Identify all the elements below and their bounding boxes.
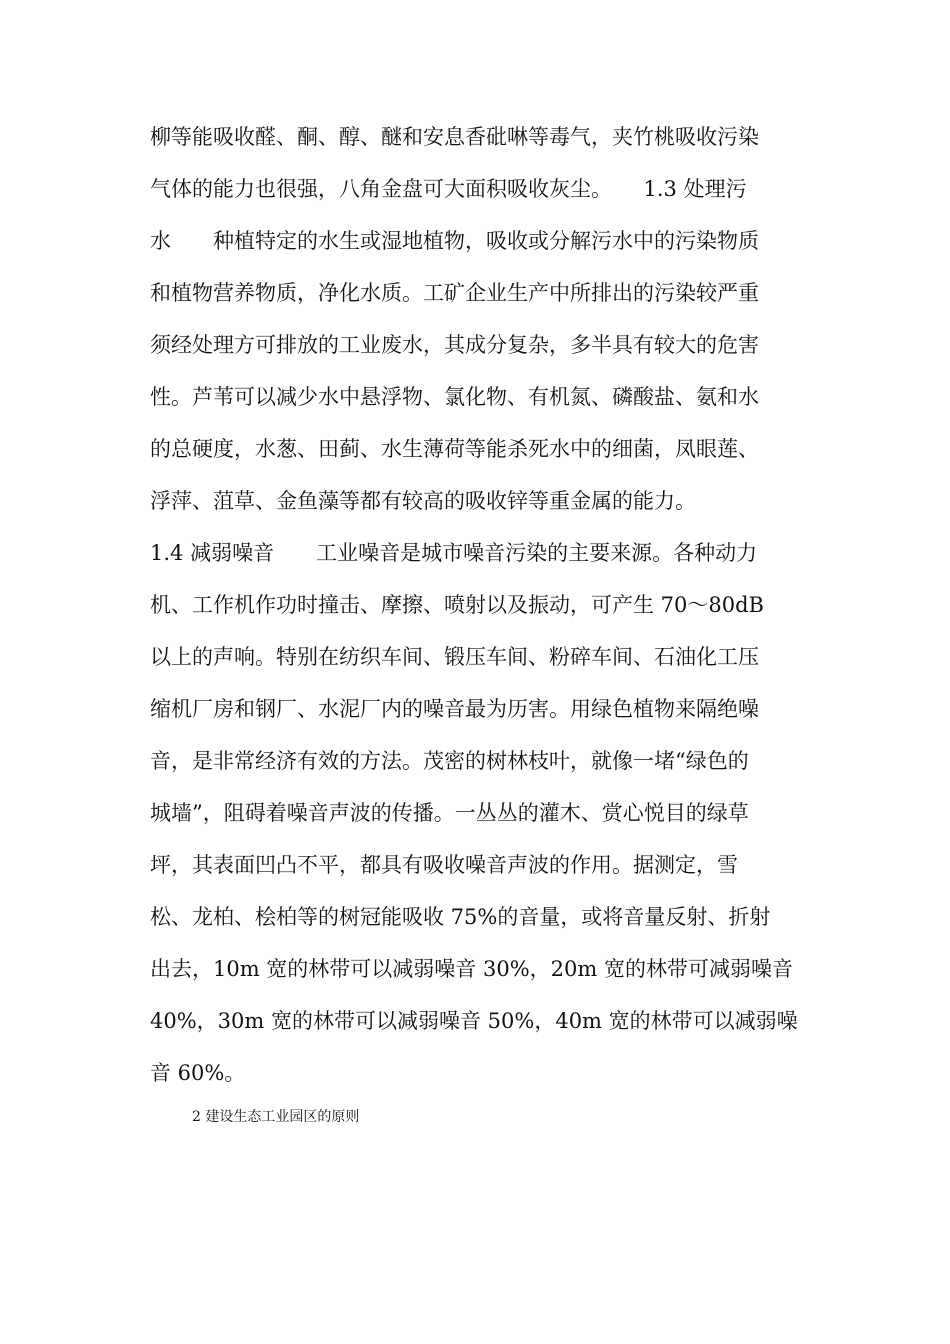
body-line: 音 60%。 [150, 1061, 246, 1085]
body-line: 浮萍、菹草、金鱼藻等都有较高的吸收锌等重金属的能力。 [150, 489, 696, 513]
body-line: 40%，30m 宽的林带可以减弱噪音 50%，40m 宽的林带可以减弱噪 [150, 1009, 798, 1033]
body-line: 性。芦苇可以减少水中悬浮物、氯化物、有机氮、磷酸盐、氨和水 [150, 385, 759, 409]
body-line: 坪，其表面凹凸不平，都具有吸收噪音声波的作用。据测定，雪 [150, 853, 738, 877]
body-line: 1.4 减弱噪音 工业噪音是城市噪音污染的主要来源。各种动力 [150, 541, 758, 565]
body-line: 的总硬度，水葱、田蓟、水生薄荷等能杀死水中的细菌，凤眼莲、 [150, 437, 759, 461]
body-line: 气体的能力也很强，八角金盘可大面积吸收灰尘。 1.3 处理污 [150, 177, 747, 201]
body-line: 音，是非常经济有效的方法。茂密的树林枝叶，就像一堵“绿色的 [150, 749, 749, 773]
body-line: 松、龙柏、桧柏等的树冠能吸收 75%的音量，或将音量反射、折射 [150, 905, 771, 929]
body-line: 出去，10m 宽的林带可以减弱噪音 30%，20m 宽的林带可减弱噪音 [150, 957, 793, 981]
body-line: 须经处理方可排放的工业废水，其成分复杂，多半具有较大的危害 [150, 333, 759, 357]
section-heading: 2 建设生态工业园区的原则 [192, 1109, 360, 1125]
body-line: 柳等能吸收醛、酮、醇、醚和安息香砒啉等毒气，夹竹桃吸收污染 [150, 125, 759, 149]
body-line: 机、工作机作功时撞击、摩擦、喷射以及振动，可产生 70～80dB [150, 593, 764, 617]
body-line: 缩机厂房和钢厂、水泥厂内的噪音最为历害。用绿色植物来隔绝噪 [150, 697, 759, 721]
body-line: 城墙”，阻碍着噪音声波的传播。一丛丛的灌木、赏心悦目的绿草 [150, 801, 749, 825]
body-line: 和植物营养物质，净化水质。工矿企业生产中所排出的污染较严重 [150, 281, 759, 305]
body-line: 水 种植特定的水生或湿地植物，吸收或分解污水中的污染物质 [150, 229, 759, 253]
body-line: 以上的声响。特别在纺织车间、锻压车间、粉碎车间、石油化工压 [150, 645, 759, 669]
